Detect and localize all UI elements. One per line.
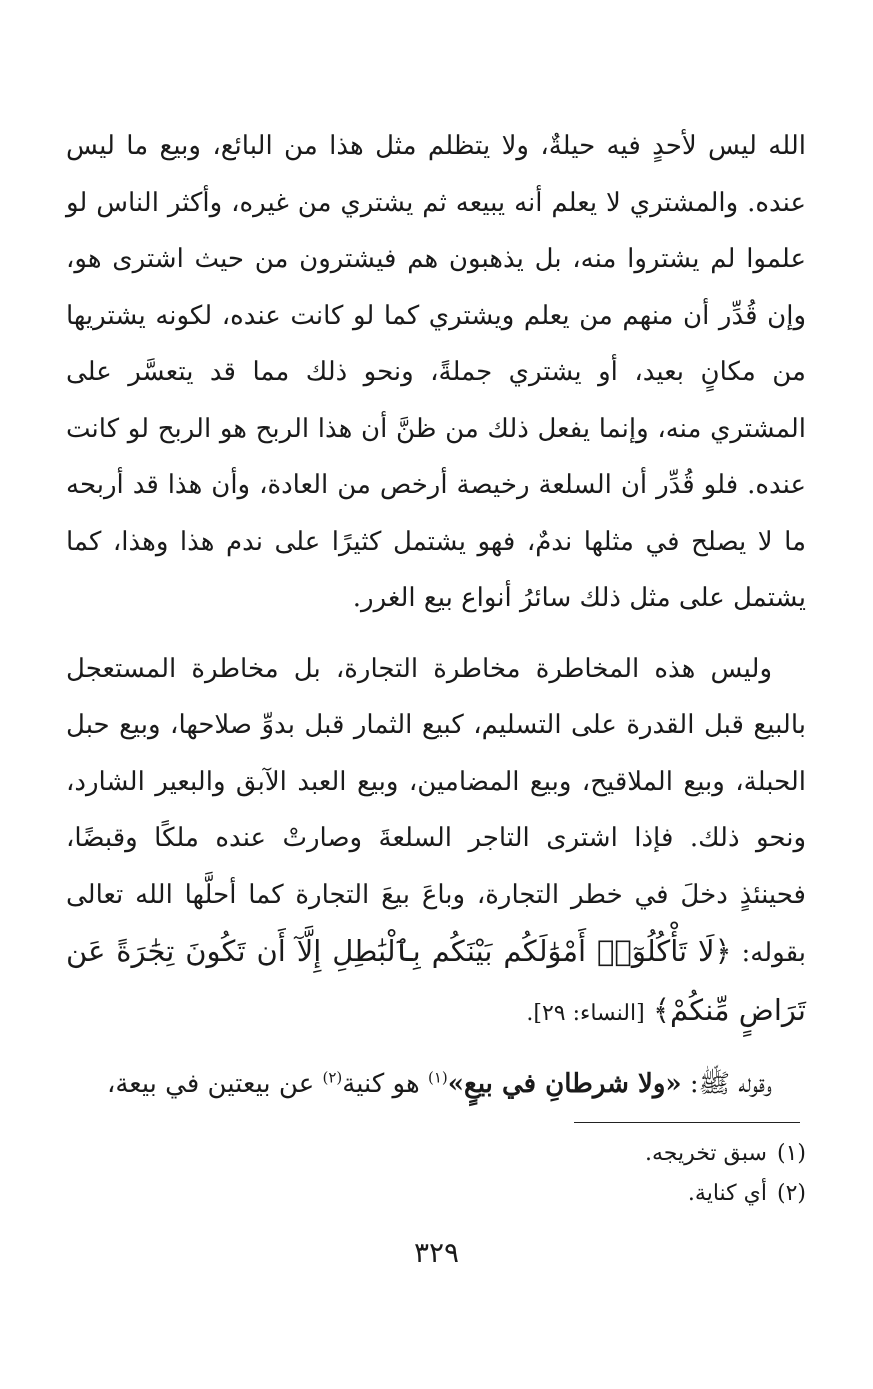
paragraph-2 [66, 641, 806, 1043]
paragraph-1: الله ليس لأحدٍ فيه حيلةٌ، ولا يتظلم مثل هذا من البائع، وبيع ما ليس عنده. والمشتري لا يعلم أنه يبيعه ثم يشتري من غيره، وأكثر الناس لو علموا لم يشتروا منه، بل يذهبون هم فيشترون من حيث اشترى هو، وإن قُدِّر أن منهم من يعلم ويشتري كما لو كانت عنده، لكونه يشتريها من مكانٍ بعيد، أو يشتري جملةً، ونحو ذلك مما قد يتعسَّر على المشتري منه، وإنما يفعل ذلك من ظنَّ أن هذا الربح هو الربح لو كانت عنده. فلو قُدِّر أن السلعة رخيصة أرخص من العادة، وأن هذا قد أربحه ما لا يصلح في مثلها ندمٌ، فهو يشتمل كثيرًا على ندم هذا وهذا، كما يشتمل على مثل ذلك سائرُ أنواع بيع الغرر. [66, 131, 806, 613]
footnote-divider [574, 1122, 800, 1123]
footnote-ref-1: (١) [427, 1068, 448, 1087]
footnote-text: أي كناية. [687, 1181, 767, 1206]
main-text [66, 118, 806, 1113]
hadith-quote: «ولا شرطانِ في بيعٍ» [447, 1069, 682, 1099]
paragraph-2-text: وليس هذه المخاطرة مخاطرة التجارة، بل مخاطرة المستعجل بالبيع قبل القدرة على التسليم، كبيع الثمار قبل بدوِّ صلاحها، وبيع حبل الحبلة، وبيع الملاقيح، وبيع المضامين، وبيع العبد الآبق والبعير الشارد، ونحو ذلك. فإذا اشترى التاجر السلعةَ وصارتْ عنده ملكًا وقبضًا، فحينئذٍ دخلَ في خطر التجارة، وباعَ بيعَ التجارة كما أحلَّها الله تعالى بقوله: [66, 653, 807, 968]
footnote-1 [66, 1134, 806, 1174]
footnotes [66, 1134, 806, 1214]
footnote-text: سبق تخريجه. [644, 1141, 767, 1166]
paragraph-3-end: عن بيعتين في بيعة، [106, 1069, 323, 1099]
quran-citation: [النساء: ٢٩]. [526, 1000, 645, 1026]
paragraph-3-middle: هو كنية [342, 1069, 428, 1099]
paragraph-3 [66, 1056, 806, 1113]
quran-verse: ﴿لَا تَأْكُلُوٓا۟ أَمْوَٰلَكُم بَيْنَكُم بِٱلْبَٰطِلِ إِلَّآ أَن تَكُونَ تِجَٰرَةً عَن تَرَاضٍ مِّنكُمْ﴾ [66, 934, 806, 1027]
footnote-number: (٢) [776, 1181, 806, 1206]
paragraph-3-intro: وقوله ﷺ: [681, 1069, 772, 1099]
footnote-number: (١) [776, 1141, 806, 1166]
footnote-2 [66, 1174, 806, 1214]
footnote-ref-2: (٢) [322, 1068, 343, 1087]
page-number: ٣٢٩ [413, 1236, 460, 1269]
